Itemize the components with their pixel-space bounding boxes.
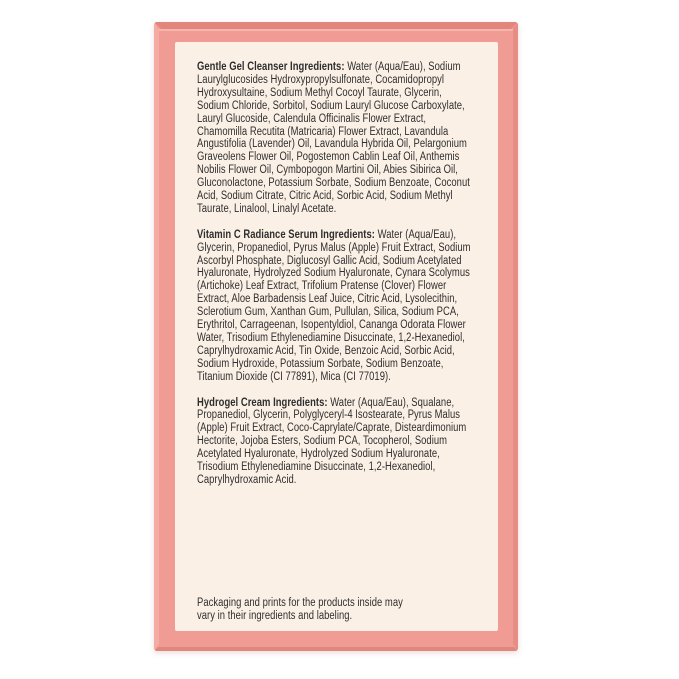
ingredients-panel (175, 42, 498, 631)
box-left-bevel (154, 22, 159, 651)
section-text-cream: Water (Aqua/Eau), Squalane, Propanediol, Glycerin, Polyglyceryl-4 Isostearate, Pyrus Malus (Apple) Fruit Extract, Coco-Caprylate/Caprate, Disteardimonium Hectorite, Jojoba Esters, Sodium PCA, Tocopherol, Sodium Acetylated Hyaluronate, Hydrolyzed Sodium Hyaluronate, Trisodium Ethylenediamine Disuccinate, 1,2-Hexanediol, Caprylhydroxamic Acid. (197, 396, 467, 486)
box-top-bevel (154, 22, 518, 29)
box-top-highlight-line (158, 29, 514, 31)
section-text-cleanser: Water (Aqua/Eau), Sodium Laurylglucosides Hydroxypropylsulfonate, Cocamidopropyl Hydroxysultaine, Sodium Methyl Cocoyl Taurate, Glycerin, Sodium Chloride, Sorbitol, Sodium Lauryl Glucose Carboxylate, Lauryl Glucoside, Calendula Officinalis Flower Extract, Chamomilla Recutita (Matricaria) Flower Extract, Lavandula Angustifolia (Lavender) Oil, Lavandula Hybrida Oil, Pelargonium Graveolens Flower Oil, Pogostemon Cablin Leaf Oil, Anthemis Nobilis Flower Oil, Cymbopogon Martini Oil, Abies Sibirica Oil, Gluconolactone, Potassium Sorbate, Sodium Benzoate, Coconut Acid, Sodium Citrate, Citric Acid, Sorbic Acid, Sodium Methyl Taurate, Linalool, Linalyl Acetate. (197, 61, 470, 215)
section-text-serum: Water (Aqua/Eau), Glycerin, Propanediol, Pyrus Malus (Apple) Fruit Extract, Sodium Ascorbyl Phosphate, Diglucosyl Gallic Acid, Sodium Acetylated Hyaluronate, Hydrolyzed Sodium Hyaluronate, Cynara Scolymus (Artichoke) Leaf Extract, Trifolium Pratense (Clover) Flower Extract, Aloe Barbadensis Leaf Juice, Citric Acid, Lysolecithin, Sclerotium Gum, Xanthan Gum, Pullulan, Silica, Sodium PCA, Erythritol, Carrageenan, Isopentyldiol, Cananga Odorata Flower Water, Trisodium Ethylenediamine Disuccinate, 1,2-Hexanediol, Caprylhydroxamic Acid, Tin Oxide, Benzoic Acid, Sorbic Acid, Sodium Hydroxide, Potassium Sorbate, Sodium Benzoate, Titanium Dioxide (CI 77891), Mica (CI 77019). (197, 228, 471, 383)
section-label-cleanser: Gentle Gel Cleanser Ingredients: (197, 61, 345, 73)
section-hydrogel-cream (197, 397, 474, 487)
box-right-bevel (513, 22, 518, 651)
product-box-back-panel (154, 22, 518, 651)
box-bottom-bevel (154, 647, 518, 651)
section-vitamin-c-serum (197, 229, 474, 384)
ingredients-content (175, 42, 498, 487)
section-label-serum: Vitamin C Radiance Serum Ingredients: (197, 228, 375, 241)
section-label-cream: Hydrogel Cream Ingredients: (197, 396, 328, 409)
section-gentle-gel-cleanser (197, 61, 474, 216)
packaging-disclaimer: Packaging and prints for the products inside may vary in their ingredients and labeling. (197, 596, 403, 622)
